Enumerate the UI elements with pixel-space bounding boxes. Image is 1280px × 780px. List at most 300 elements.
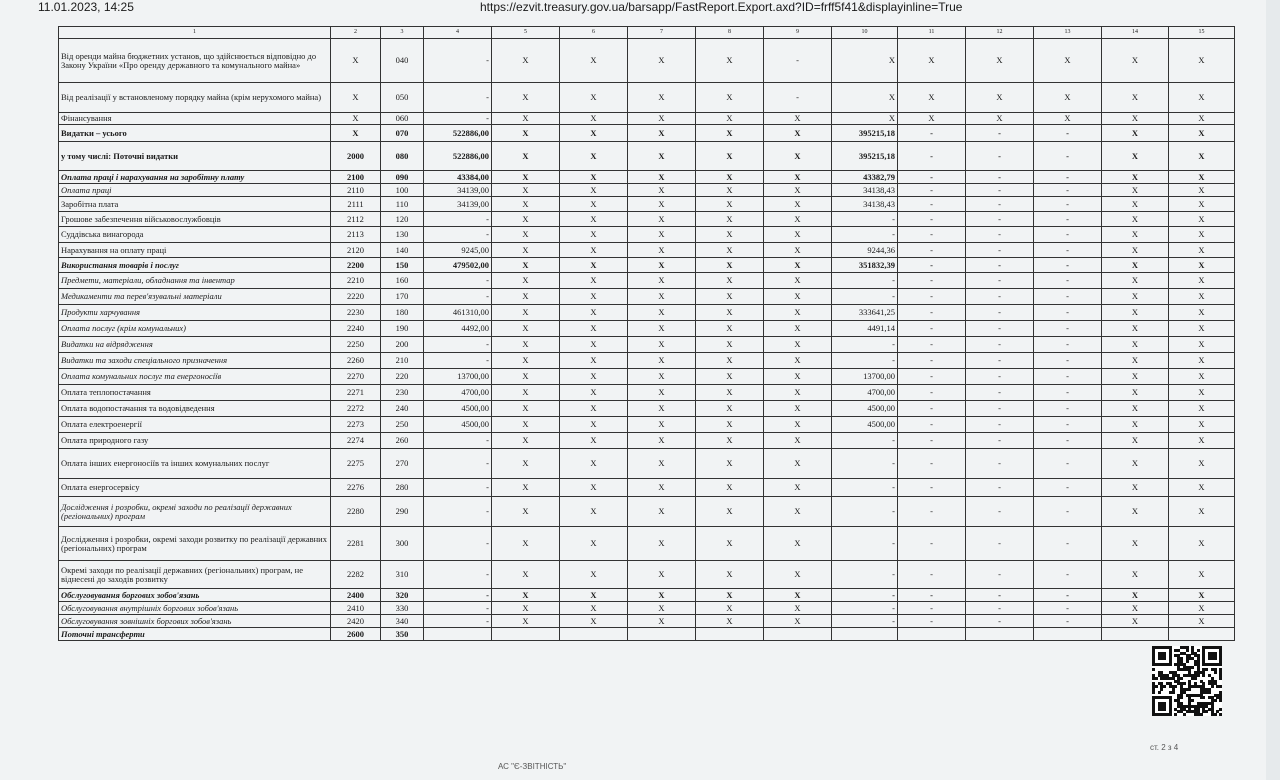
table-cell: X bbox=[1102, 479, 1169, 497]
table-cell: X bbox=[764, 184, 832, 197]
row-label: Дослідження і розробки, окремі заходи по реалізації державних (регіональних) програм bbox=[59, 497, 331, 527]
table-cell: - bbox=[966, 401, 1034, 417]
table-cell: X bbox=[492, 417, 560, 433]
system-footer: АС "Є-ЗВІТНІСТЬ" bbox=[498, 762, 567, 771]
kekv-code: 2600 bbox=[331, 628, 381, 641]
table-cell: X bbox=[628, 497, 696, 527]
row-label: Окремі заходи по реалізації державних (регіональних) програм, не віднесені до заходів розвитку bbox=[59, 561, 331, 589]
table-cell: X bbox=[1102, 369, 1169, 385]
table-cell: - bbox=[898, 401, 966, 417]
table-cell: X bbox=[628, 113, 696, 125]
column-number: 4 bbox=[424, 27, 492, 39]
table-cell: X bbox=[966, 113, 1034, 125]
table-cell: - bbox=[898, 337, 966, 353]
table-cell: X bbox=[1102, 83, 1169, 113]
table-cell: X bbox=[1169, 197, 1235, 212]
amount-cell: - bbox=[424, 479, 492, 497]
table-cell: X bbox=[1102, 212, 1169, 227]
table-cell: X bbox=[1169, 39, 1235, 83]
table-cell: X bbox=[492, 449, 560, 479]
table-cell: - bbox=[966, 417, 1034, 433]
table-cell: X bbox=[1169, 353, 1235, 369]
amount-cell: - bbox=[832, 449, 898, 479]
table-cell bbox=[560, 628, 628, 641]
row-code: 200 bbox=[381, 337, 424, 353]
table-cell: X bbox=[764, 417, 832, 433]
table-cell: X bbox=[1102, 184, 1169, 197]
column-number: 12 bbox=[966, 27, 1034, 39]
table-cell: - bbox=[966, 212, 1034, 227]
table-cell: X bbox=[560, 561, 628, 589]
table-cell: X bbox=[560, 305, 628, 321]
kekv-code: 2240 bbox=[331, 321, 381, 337]
table-cell: - bbox=[1034, 401, 1102, 417]
table-cell: - bbox=[1034, 449, 1102, 479]
table-cell: X bbox=[560, 197, 628, 212]
table-cell: X bbox=[764, 479, 832, 497]
table-cell: X bbox=[492, 305, 560, 321]
row-label: Використання товарів і послуг bbox=[59, 258, 331, 273]
table-cell: X bbox=[1169, 337, 1235, 353]
row-label: у тому числі: Поточні видатки bbox=[59, 142, 331, 171]
table-cell: - bbox=[966, 273, 1034, 289]
table-cell: - bbox=[898, 197, 966, 212]
table-cell: X bbox=[764, 227, 832, 243]
table-cell: - bbox=[1034, 227, 1102, 243]
row-code: 270 bbox=[381, 449, 424, 479]
table-cell: X bbox=[1169, 83, 1235, 113]
table-cell: X bbox=[628, 258, 696, 273]
table-cell: X bbox=[1034, 113, 1102, 125]
table-cell: - bbox=[898, 353, 966, 369]
table-cell: X bbox=[1102, 289, 1169, 305]
column-number: 6 bbox=[560, 27, 628, 39]
table-cell: X bbox=[492, 125, 560, 142]
row-label: Оплата інших енергоносіїв та інших комунальних послуг bbox=[59, 449, 331, 479]
table-cell: X bbox=[560, 401, 628, 417]
table-cell: X bbox=[628, 305, 696, 321]
table-cell: X bbox=[560, 142, 628, 171]
table-cell: - bbox=[966, 561, 1034, 589]
table-cell: X bbox=[492, 39, 560, 83]
amount-cell: 9245,00 bbox=[424, 243, 492, 258]
table-cell: - bbox=[1034, 142, 1102, 171]
table-row bbox=[59, 227, 1235, 243]
table-cell: X bbox=[764, 433, 832, 449]
table-cell: X bbox=[696, 385, 764, 401]
table-cell: - bbox=[966, 479, 1034, 497]
kekv-code: X bbox=[331, 39, 381, 83]
table-cell: X bbox=[628, 227, 696, 243]
table-row bbox=[59, 243, 1235, 258]
table-cell: X bbox=[764, 589, 832, 602]
table-cell: X bbox=[560, 171, 628, 184]
table-cell: X bbox=[764, 602, 832, 615]
table-cell: X bbox=[764, 171, 832, 184]
table-cell: X bbox=[628, 197, 696, 212]
row-label: Оплата водопостачання та водовідведення bbox=[59, 401, 331, 417]
table-cell: - bbox=[966, 602, 1034, 615]
table-cell: X bbox=[1102, 125, 1169, 142]
table-cell bbox=[966, 628, 1034, 641]
amount-cell: - bbox=[832, 433, 898, 449]
table-cell: X bbox=[696, 401, 764, 417]
row-label: Оплата послуг (крім комунальних) bbox=[59, 321, 331, 337]
table-cell: - bbox=[966, 197, 1034, 212]
amount-cell: 4492,00 bbox=[424, 321, 492, 337]
amount-cell: 43382,79 bbox=[832, 171, 898, 184]
kekv-code: X bbox=[331, 113, 381, 125]
table-cell: X bbox=[1102, 197, 1169, 212]
row-label: Фінансування bbox=[59, 113, 331, 125]
table-row bbox=[59, 289, 1235, 305]
row-code: 320 bbox=[381, 589, 424, 602]
table-cell: - bbox=[966, 171, 1034, 184]
row-label: Оплата природного газу bbox=[59, 433, 331, 449]
table-cell: - bbox=[1034, 305, 1102, 321]
amount-cell: - bbox=[424, 561, 492, 589]
amount-cell: - bbox=[424, 449, 492, 479]
table-cell: X bbox=[1102, 305, 1169, 321]
table-cell: X bbox=[696, 83, 764, 113]
amount-cell: - bbox=[424, 353, 492, 369]
table-cell: X bbox=[628, 243, 696, 258]
table-cell: X bbox=[560, 227, 628, 243]
table-cell: X bbox=[1169, 433, 1235, 449]
table-cell: X bbox=[764, 353, 832, 369]
table-cell: X bbox=[1034, 83, 1102, 113]
table-cell: - bbox=[966, 289, 1034, 305]
table-cell: - bbox=[898, 243, 966, 258]
table-cell: X bbox=[696, 289, 764, 305]
table-cell bbox=[764, 628, 832, 641]
table-row bbox=[59, 628, 1235, 641]
table-cell: X bbox=[560, 321, 628, 337]
table-cell: - bbox=[966, 433, 1034, 449]
table-cell: X bbox=[492, 197, 560, 212]
table-cell: X bbox=[1102, 243, 1169, 258]
amount-cell: 4500,00 bbox=[424, 417, 492, 433]
table-row bbox=[59, 602, 1235, 615]
amount-cell: 522886,00 bbox=[424, 142, 492, 171]
table-cell: - bbox=[966, 615, 1034, 628]
table-cell: - bbox=[764, 39, 832, 83]
table-cell: - bbox=[1034, 602, 1102, 615]
table-cell: X bbox=[492, 337, 560, 353]
row-label: Обслуговування зовнішніх боргових зобов'язань bbox=[59, 615, 331, 628]
amount-cell: - bbox=[424, 227, 492, 243]
amount-cell bbox=[424, 628, 492, 641]
amount-cell: X bbox=[832, 113, 898, 125]
column-number: 15 bbox=[1169, 27, 1235, 39]
table-cell: - bbox=[1034, 353, 1102, 369]
row-label: Обслуговування внутрішніх боргових зобов'язань bbox=[59, 602, 331, 615]
table-row bbox=[59, 212, 1235, 227]
row-code: 260 bbox=[381, 433, 424, 449]
table-cell: - bbox=[966, 184, 1034, 197]
table-cell: X bbox=[492, 561, 560, 589]
table-cell: X bbox=[1102, 433, 1169, 449]
table-cell: X bbox=[696, 337, 764, 353]
row-label: Обслуговування боргових зобов'язань bbox=[59, 589, 331, 602]
table-row bbox=[59, 497, 1235, 527]
table-cell: X bbox=[628, 602, 696, 615]
table-cell: X bbox=[492, 83, 560, 113]
table-cell: X bbox=[764, 401, 832, 417]
table-cell: X bbox=[696, 125, 764, 142]
table-cell: - bbox=[966, 305, 1034, 321]
table-cell: X bbox=[628, 353, 696, 369]
row-code: 310 bbox=[381, 561, 424, 589]
amount-cell: - bbox=[424, 527, 492, 561]
row-code: 340 bbox=[381, 615, 424, 628]
table-cell: X bbox=[898, 83, 966, 113]
table-cell: X bbox=[1102, 589, 1169, 602]
table-cell: X bbox=[492, 171, 560, 184]
table-cell: X bbox=[764, 385, 832, 401]
amount-cell: - bbox=[424, 289, 492, 305]
table-cell: X bbox=[696, 353, 764, 369]
table-cell: X bbox=[696, 321, 764, 337]
table-cell: - bbox=[1034, 479, 1102, 497]
amount-cell: 4500,00 bbox=[832, 401, 898, 417]
table-cell: X bbox=[492, 527, 560, 561]
kekv-code: 2113 bbox=[331, 227, 381, 243]
amount-cell: - bbox=[832, 561, 898, 589]
table-cell: - bbox=[898, 561, 966, 589]
column-number: 9 bbox=[764, 27, 832, 39]
table-cell: - bbox=[966, 243, 1034, 258]
kekv-code: 2410 bbox=[331, 602, 381, 615]
table-row bbox=[59, 337, 1235, 353]
table-cell: X bbox=[628, 142, 696, 171]
row-label: Видатки – усього bbox=[59, 125, 331, 142]
amount-cell: - bbox=[832, 527, 898, 561]
row-code: 330 bbox=[381, 602, 424, 615]
table-cell: X bbox=[696, 305, 764, 321]
table-cell: X bbox=[628, 171, 696, 184]
table-cell: X bbox=[764, 273, 832, 289]
amount-cell: 34139,00 bbox=[424, 197, 492, 212]
table-cell: - bbox=[898, 385, 966, 401]
table-cell: - bbox=[1034, 321, 1102, 337]
table-cell: X bbox=[696, 589, 764, 602]
table-cell: X bbox=[696, 417, 764, 433]
table-cell bbox=[1034, 628, 1102, 641]
table-cell: - bbox=[966, 589, 1034, 602]
table-cell: X bbox=[1169, 385, 1235, 401]
table-cell: X bbox=[696, 449, 764, 479]
kekv-code: 2110 bbox=[331, 184, 381, 197]
column-number: 7 bbox=[628, 27, 696, 39]
table-cell: X bbox=[1102, 321, 1169, 337]
amount-cell: 461310,00 bbox=[424, 305, 492, 321]
amount-cell: - bbox=[832, 289, 898, 305]
amount-cell: - bbox=[424, 337, 492, 353]
table-cell: X bbox=[1102, 417, 1169, 433]
row-label: Оплата праці bbox=[59, 184, 331, 197]
table-cell: X bbox=[764, 497, 832, 527]
table-cell bbox=[898, 628, 966, 641]
row-label: Видатки та заходи спеціального призначення bbox=[59, 353, 331, 369]
table-cell: X bbox=[764, 197, 832, 212]
table-cell: X bbox=[764, 212, 832, 227]
table-cell: - bbox=[898, 125, 966, 142]
table-cell: X bbox=[1102, 337, 1169, 353]
table-cell: - bbox=[1034, 212, 1102, 227]
table-row bbox=[59, 125, 1235, 142]
table-cell: X bbox=[696, 39, 764, 83]
amount-cell: 9244,36 bbox=[832, 243, 898, 258]
amount-cell: - bbox=[832, 615, 898, 628]
table-cell: - bbox=[898, 258, 966, 273]
table-cell: X bbox=[696, 142, 764, 171]
table-cell: - bbox=[1034, 184, 1102, 197]
table-cell: X bbox=[628, 273, 696, 289]
column-number: 5 bbox=[492, 27, 560, 39]
table-row bbox=[59, 615, 1235, 628]
table-cell: X bbox=[560, 479, 628, 497]
table-cell: X bbox=[492, 227, 560, 243]
table-cell: X bbox=[1169, 589, 1235, 602]
table-cell bbox=[696, 628, 764, 641]
table-cell: X bbox=[1169, 602, 1235, 615]
amount-cell: - bbox=[424, 602, 492, 615]
table-cell: X bbox=[1169, 243, 1235, 258]
table-cell: - bbox=[966, 321, 1034, 337]
table-cell: X bbox=[628, 401, 696, 417]
kekv-code: 2420 bbox=[331, 615, 381, 628]
table-cell: X bbox=[764, 258, 832, 273]
table-cell: X bbox=[1102, 258, 1169, 273]
print-url: https://ezvit.treasury.gov.ua/barsapp/FastReport.Export.axd?ID=frff5f41&displayinline=True bbox=[480, 0, 963, 14]
table-cell: - bbox=[966, 497, 1034, 527]
row-code: 140 bbox=[381, 243, 424, 258]
print-header bbox=[0, 0, 1266, 16]
print-datetime: 11.01.2023, 14:25 bbox=[38, 0, 134, 14]
table-row bbox=[59, 113, 1235, 125]
table-cell: - bbox=[966, 385, 1034, 401]
amount-cell: 351832,39 bbox=[832, 258, 898, 273]
table-row bbox=[59, 385, 1235, 401]
table-cell bbox=[1102, 628, 1169, 641]
column-number: 13 bbox=[1034, 27, 1102, 39]
table-cell: X bbox=[1169, 125, 1235, 142]
table-cell: - bbox=[1034, 417, 1102, 433]
row-label: Оплата праці і нарахування на заробітну плату bbox=[59, 171, 331, 184]
table-cell: X bbox=[628, 337, 696, 353]
table-cell: X bbox=[1102, 497, 1169, 527]
table-cell: X bbox=[628, 369, 696, 385]
kekv-code: 2280 bbox=[331, 497, 381, 527]
page-number: ст. 2 з 4 bbox=[1150, 743, 1179, 752]
table-cell: X bbox=[764, 125, 832, 142]
table-row bbox=[59, 561, 1235, 589]
table-cell: X bbox=[560, 243, 628, 258]
table-cell: - bbox=[764, 83, 832, 113]
row-code: 160 bbox=[381, 273, 424, 289]
row-code: 080 bbox=[381, 142, 424, 171]
table-cell: X bbox=[628, 385, 696, 401]
row-label: Оплата теплопостачання bbox=[59, 385, 331, 401]
table-cell: X bbox=[764, 142, 832, 171]
column-number: 3 bbox=[381, 27, 424, 39]
table-cell: X bbox=[696, 212, 764, 227]
kekv-code: 2270 bbox=[331, 369, 381, 385]
kekv-code: 2260 bbox=[331, 353, 381, 369]
table-cell: X bbox=[696, 479, 764, 497]
row-label: Предмети, матеріали, обладнання та інвентар bbox=[59, 273, 331, 289]
kekv-code: 2400 bbox=[331, 589, 381, 602]
table-cell: - bbox=[898, 615, 966, 628]
table-cell: X bbox=[898, 39, 966, 83]
table-cell: X bbox=[1169, 615, 1235, 628]
table-row bbox=[59, 353, 1235, 369]
kekv-code: 2200 bbox=[331, 258, 381, 273]
table-cell: X bbox=[696, 497, 764, 527]
amount-cell: - bbox=[832, 589, 898, 602]
row-code: 220 bbox=[381, 369, 424, 385]
table-cell: X bbox=[560, 212, 628, 227]
table-cell: X bbox=[628, 125, 696, 142]
table-cell: X bbox=[560, 615, 628, 628]
table-cell: X bbox=[492, 321, 560, 337]
table-cell: - bbox=[1034, 337, 1102, 353]
row-label: Оплата енергосервісу bbox=[59, 479, 331, 497]
table-cell: - bbox=[966, 125, 1034, 142]
table-cell: X bbox=[696, 184, 764, 197]
table-cell: X bbox=[492, 497, 560, 527]
amount-cell: 34138,43 bbox=[832, 197, 898, 212]
table-row bbox=[59, 527, 1235, 561]
table-cell: - bbox=[1034, 615, 1102, 628]
amount-cell: 395215,18 bbox=[832, 125, 898, 142]
table-cell: X bbox=[1169, 171, 1235, 184]
table-cell: X bbox=[492, 273, 560, 289]
table-cell: X bbox=[696, 527, 764, 561]
amount-cell: - bbox=[832, 479, 898, 497]
amount-cell: 4700,00 bbox=[832, 385, 898, 401]
table-row bbox=[59, 184, 1235, 197]
kekv-code: 2275 bbox=[331, 449, 381, 479]
row-code: 110 bbox=[381, 197, 424, 212]
table-cell: X bbox=[1169, 449, 1235, 479]
table-cell: X bbox=[492, 353, 560, 369]
table-cell: X bbox=[1169, 289, 1235, 305]
row-code: 050 bbox=[381, 83, 424, 113]
table-row bbox=[59, 433, 1235, 449]
table-cell: X bbox=[1102, 401, 1169, 417]
table-cell: X bbox=[560, 289, 628, 305]
table-cell: X bbox=[764, 369, 832, 385]
table-cell: - bbox=[1034, 273, 1102, 289]
table-cell: - bbox=[966, 527, 1034, 561]
table-cell: - bbox=[898, 589, 966, 602]
amount-cell: 395215,18 bbox=[832, 142, 898, 171]
amount-cell: - bbox=[832, 227, 898, 243]
table-cell: X bbox=[696, 113, 764, 125]
table-cell bbox=[492, 628, 560, 641]
table-cell: X bbox=[492, 615, 560, 628]
row-label: Медикаменти та перев'язувальні матеріали bbox=[59, 289, 331, 305]
table-cell: X bbox=[1169, 369, 1235, 385]
table-cell: X bbox=[1169, 561, 1235, 589]
table-row bbox=[59, 449, 1235, 479]
table-cell: X bbox=[696, 615, 764, 628]
amount-cell: 34138,43 bbox=[832, 184, 898, 197]
row-code: 180 bbox=[381, 305, 424, 321]
row-code: 190 bbox=[381, 321, 424, 337]
